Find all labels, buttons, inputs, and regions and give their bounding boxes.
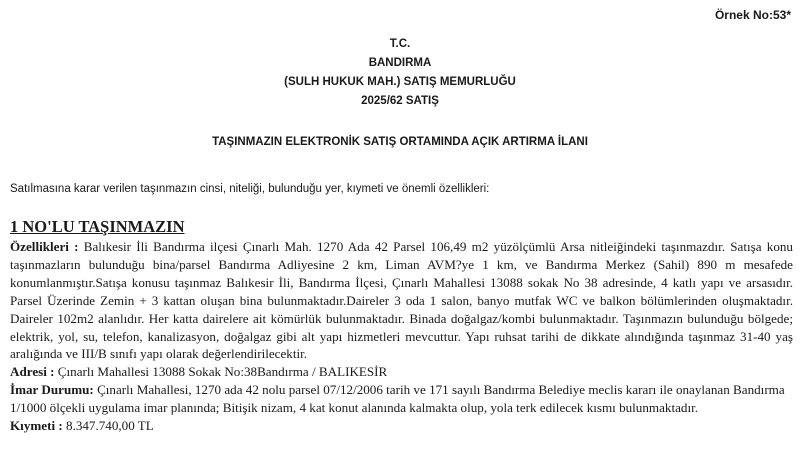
features-label: Özellikleri : [10, 239, 79, 254]
address-paragraph [10, 363, 793, 381]
property-title: 1 NO'LU TAŞINMAZIN [10, 217, 185, 236]
zoning-text: Çınarlı Mahallesi, 1270 ada 42 nolu parsel 07/12/2006 tarih ve 171 sayılı Bandırma Belediye meclis kararı ile onaylanan Bandırma 1/1000 ölçekli uygulama imar planında; Bitişik nizam, 4 kat konut alanında kalmakta olup, yola terk edilecek kısmı bulunmaktadır. [10, 382, 785, 416]
property-details [10, 238, 793, 435]
header-line-office: (SULH HUKUK MAH.) SATIŞ MEMURLUĞU [284, 76, 516, 88]
address-label: Adresi : [10, 364, 55, 380]
issuer-header [0, 35, 800, 111]
features-paragraph [10, 238, 793, 363]
header-line-file-number: 2025/62 SATIŞ [361, 95, 439, 107]
address-text: Çınarlı Mahallesi 13088 Sokak No:38Bandırma / BALIKESİR [57, 364, 388, 380]
header-line-city: BANDIRMA [368, 57, 432, 69]
announcement-title: TAŞINMAZIN ELEKTRONİK SATIŞ ORTAMINDA AÇIK ARTIRMA İLANI [212, 136, 588, 148]
features-text: Balıkesir İli Bandırma ilçesi Çınarlı Mah. 1270 Ada 42 Parsel 106,49 m2 yüzölçümlü Arsa nitleiğindeki taşınmazdır. Satışa konu taşınmazların bulunduğu bina/parsel Bandırma Adliyesine 2 km, Liman AVM?ye 1 km, ve Bandırma Merkez (Sahil) 890 m mesafede konumlanmıştır.Satışa konusu taşınmaz Balıkesir İli, Bandırma İlçesi, Çınarlı Mahallesi 13088 sokak No 38 adresinde, 4 katlı yapı ve arsasıdır. Parsel Üzerinde Zemin + 3 kattan oluşan bina bulunmaktadır.Daireler 3 oda 1 salon, banyo mutfak WC ve balkon bölümlerinden oluşmaktadır. Daireler 102m2 alanlıdır. Her katta dairelere ait kömürlük bulunmaktadır. Binada doğalgaz/kombi bulunmaktadır. Taşınmazın bulunduğu bölgede; elektrik, yol, su, telefon, kanalizasyon, doğalgaz gibi alt yapı hizmetleri mevcuttur. Yapı ruhsat tarihi de dikkate alındığında taşınmaz 31-40 yaş aralığında ve III/B sınıfı yapı olarak değerlendirilecektir. [10, 239, 793, 362]
zoning-paragraph [10, 381, 793, 417]
value-label: Kıymeti : [10, 418, 63, 434]
sample-number: Örnek No:53* [714, 8, 791, 22]
header-line-country: T.C. [389, 38, 411, 50]
intro-text: Satılmasına karar verilen taşınmazın cinsi, niteliği, bulunduğu yer, kıymeti ve önemli özellikleri: [10, 183, 490, 195]
value-paragraph [10, 417, 793, 435]
zoning-label: İmar Durumu: [10, 382, 94, 398]
value-text: 8.347.740,00 TL [66, 418, 154, 434]
